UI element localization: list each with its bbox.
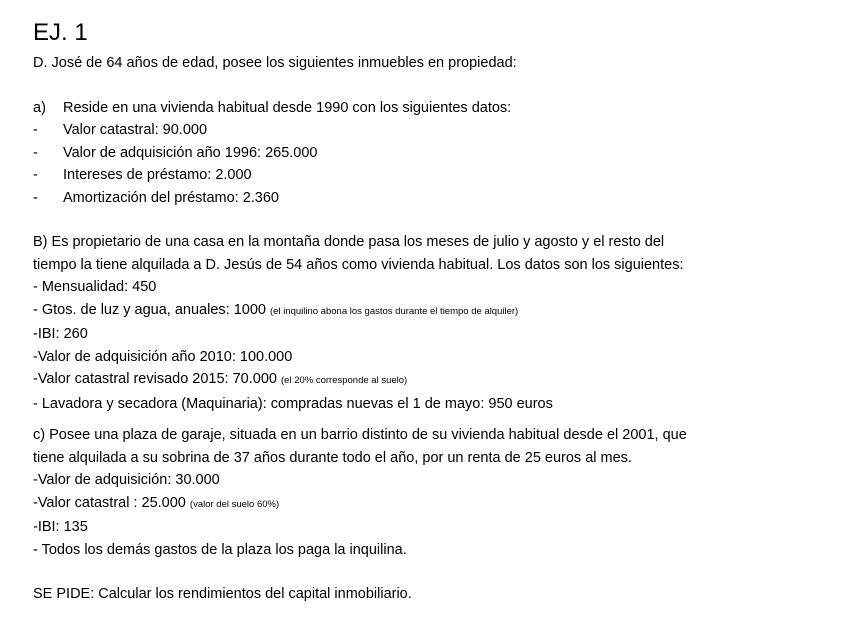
list-item <box>33 164 833 187</box>
section-c-valor-catastral-text: -Valor catastral : 25.000 <box>33 494 186 511</box>
section-b-valor-catastral-note: (el 20% corresponde al suelo) <box>281 375 408 386</box>
section-b-mensualidad: - Mensualidad: 450 <box>33 279 157 295</box>
section-b-gastos-text: - Gtos. de luz y agua, anuales: 1000 <box>33 301 266 318</box>
list-item <box>33 187 833 210</box>
section-b-valor-catastral-text: -Valor catastral revisado 2015: 70.000 <box>33 371 277 387</box>
section-a-heading <box>33 97 833 120</box>
bullet: - <box>33 122 38 138</box>
section-b-gastos-note: (el inquilino abona los gastos durante el tiempo de alquiler) <box>270 305 519 317</box>
spacer <box>33 415 833 424</box>
section-c-valor-catastral-note: (valor del suelo 60%) <box>189 498 280 510</box>
section-c-gastos: - Todos los demás gastos de la plaza los paga la inquilina. <box>33 541 407 558</box>
question-text: SE PIDE: Calcular los rendimientos del capital inmobiliario. <box>33 586 412 602</box>
section-b-gastos <box>33 299 833 324</box>
document-page <box>33 18 833 606</box>
list-item-text: Intereses de préstamo: 2.000 <box>63 167 252 183</box>
section-b-line-1: B) Es propietario de una casa en la montaña donde pasa los meses de julio y agosto y el resto del <box>33 234 665 250</box>
section-b-maquinaria: - Lavadora y secadora (Maquinaria): compradas nuevas el 1 de mayo: 950 euros <box>33 395 553 412</box>
section-c-line-2: tiene alquilada a su sobrina de 37 años durante todo el año, por un renta de 25 euros al mes. <box>33 449 632 466</box>
bullet: - <box>33 144 38 161</box>
section-c-line-1: c) Posee una plaza de garaje, situada en un barrio distinto de su vivienda habitual desde el 2001, que <box>33 427 687 443</box>
exercise-title: EJ. 1 <box>33 19 88 46</box>
intro-text: D. José de 64 años de edad, posee los siguientes inmuebles en propiedad: <box>33 55 517 71</box>
list-item <box>33 119 833 142</box>
spacer <box>33 75 833 97</box>
section-c-valor-catastral <box>33 492 833 517</box>
list-item <box>33 142 833 165</box>
bullet: - <box>33 167 38 183</box>
bullet: - <box>33 189 38 206</box>
spacer <box>33 209 833 231</box>
list-item-text: Amortización del préstamo: 2.360 <box>63 189 279 206</box>
section-b-valor-adquisicion: -Valor de adquisición año 2010: 100.000 <box>33 348 293 365</box>
section-c-ibi: -IBI: 135 <box>33 519 88 535</box>
list-item-text: Valor catastral: 90.000 <box>63 122 208 138</box>
section-a-marker: a) <box>33 99 46 116</box>
section-b-ibi: -IBI: 260 <box>33 326 88 342</box>
section-b-valor-catastral <box>33 368 833 393</box>
list-item-text: Valor de adquisición año 1996: 265.000 <box>63 144 318 161</box>
section-b-line-2: tiempo la tiene alquilada a D. Jesús de 54 años como vivienda habitual. Los datos son los siguientes: <box>33 256 684 273</box>
section-c-valor-adquisicion: -Valor de adquisición: 30.000 <box>33 472 220 488</box>
section-a-heading-text: Reside en una vivienda habitual desde 1990 con los siguientes datos: <box>63 99 512 116</box>
spacer <box>33 561 833 583</box>
